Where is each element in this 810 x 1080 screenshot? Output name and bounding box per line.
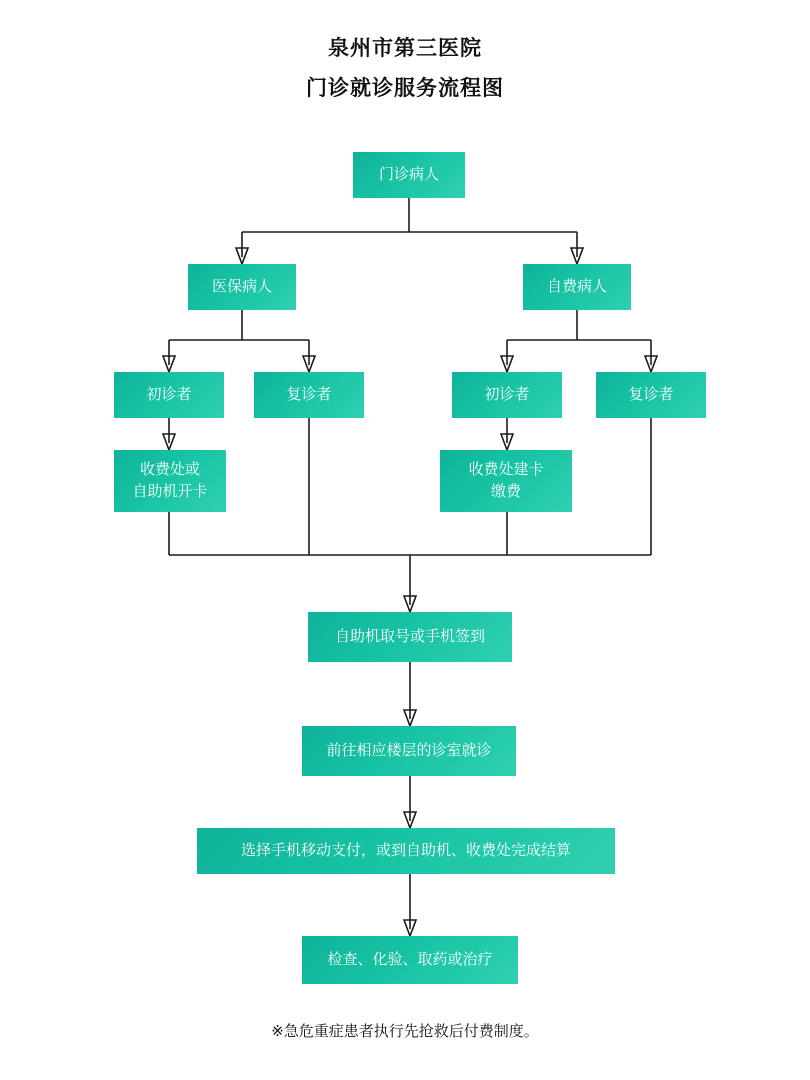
node-first-visit-selfpay[interactable]: 初诊者 bbox=[452, 372, 562, 418]
node-open-card-insured[interactable]: 收费处或 自助机开卡 bbox=[114, 450, 226, 512]
node-exam-lab-medicine[interactable]: 检查、化验、取药或治疗 bbox=[302, 936, 518, 984]
node-go-to-clinic[interactable]: 前往相应楼层的诊室就诊 bbox=[302, 726, 516, 776]
node-payment-settlement[interactable]: 选择手机移动支付，或到自助机、收费处完成结算 bbox=[197, 828, 615, 874]
node-first-visit-insured[interactable]: 初诊者 bbox=[114, 372, 224, 418]
node-self-pay-patient[interactable]: 自费病人 bbox=[523, 264, 631, 310]
node-return-visit-insured[interactable]: 复诊者 bbox=[254, 372, 364, 418]
page-title-line2: 门诊就诊服务流程图 bbox=[306, 77, 504, 100]
node-outpatient-patient[interactable]: 门诊病人 bbox=[353, 152, 465, 198]
footnote: ※急危重症患者执行先抢救后付费制度。 bbox=[271, 1023, 539, 1040]
node-return-visit-selfpay[interactable]: 复诊者 bbox=[596, 372, 706, 418]
node-get-number[interactable]: 自助机取号或手机签到 bbox=[308, 612, 512, 662]
page-title-line1: 泉州市第三医院 bbox=[328, 37, 482, 60]
node-insured-patient[interactable]: 医保病人 bbox=[188, 264, 296, 310]
node-open-card-selfpay[interactable]: 收费处建卡 缴费 bbox=[440, 450, 572, 512]
